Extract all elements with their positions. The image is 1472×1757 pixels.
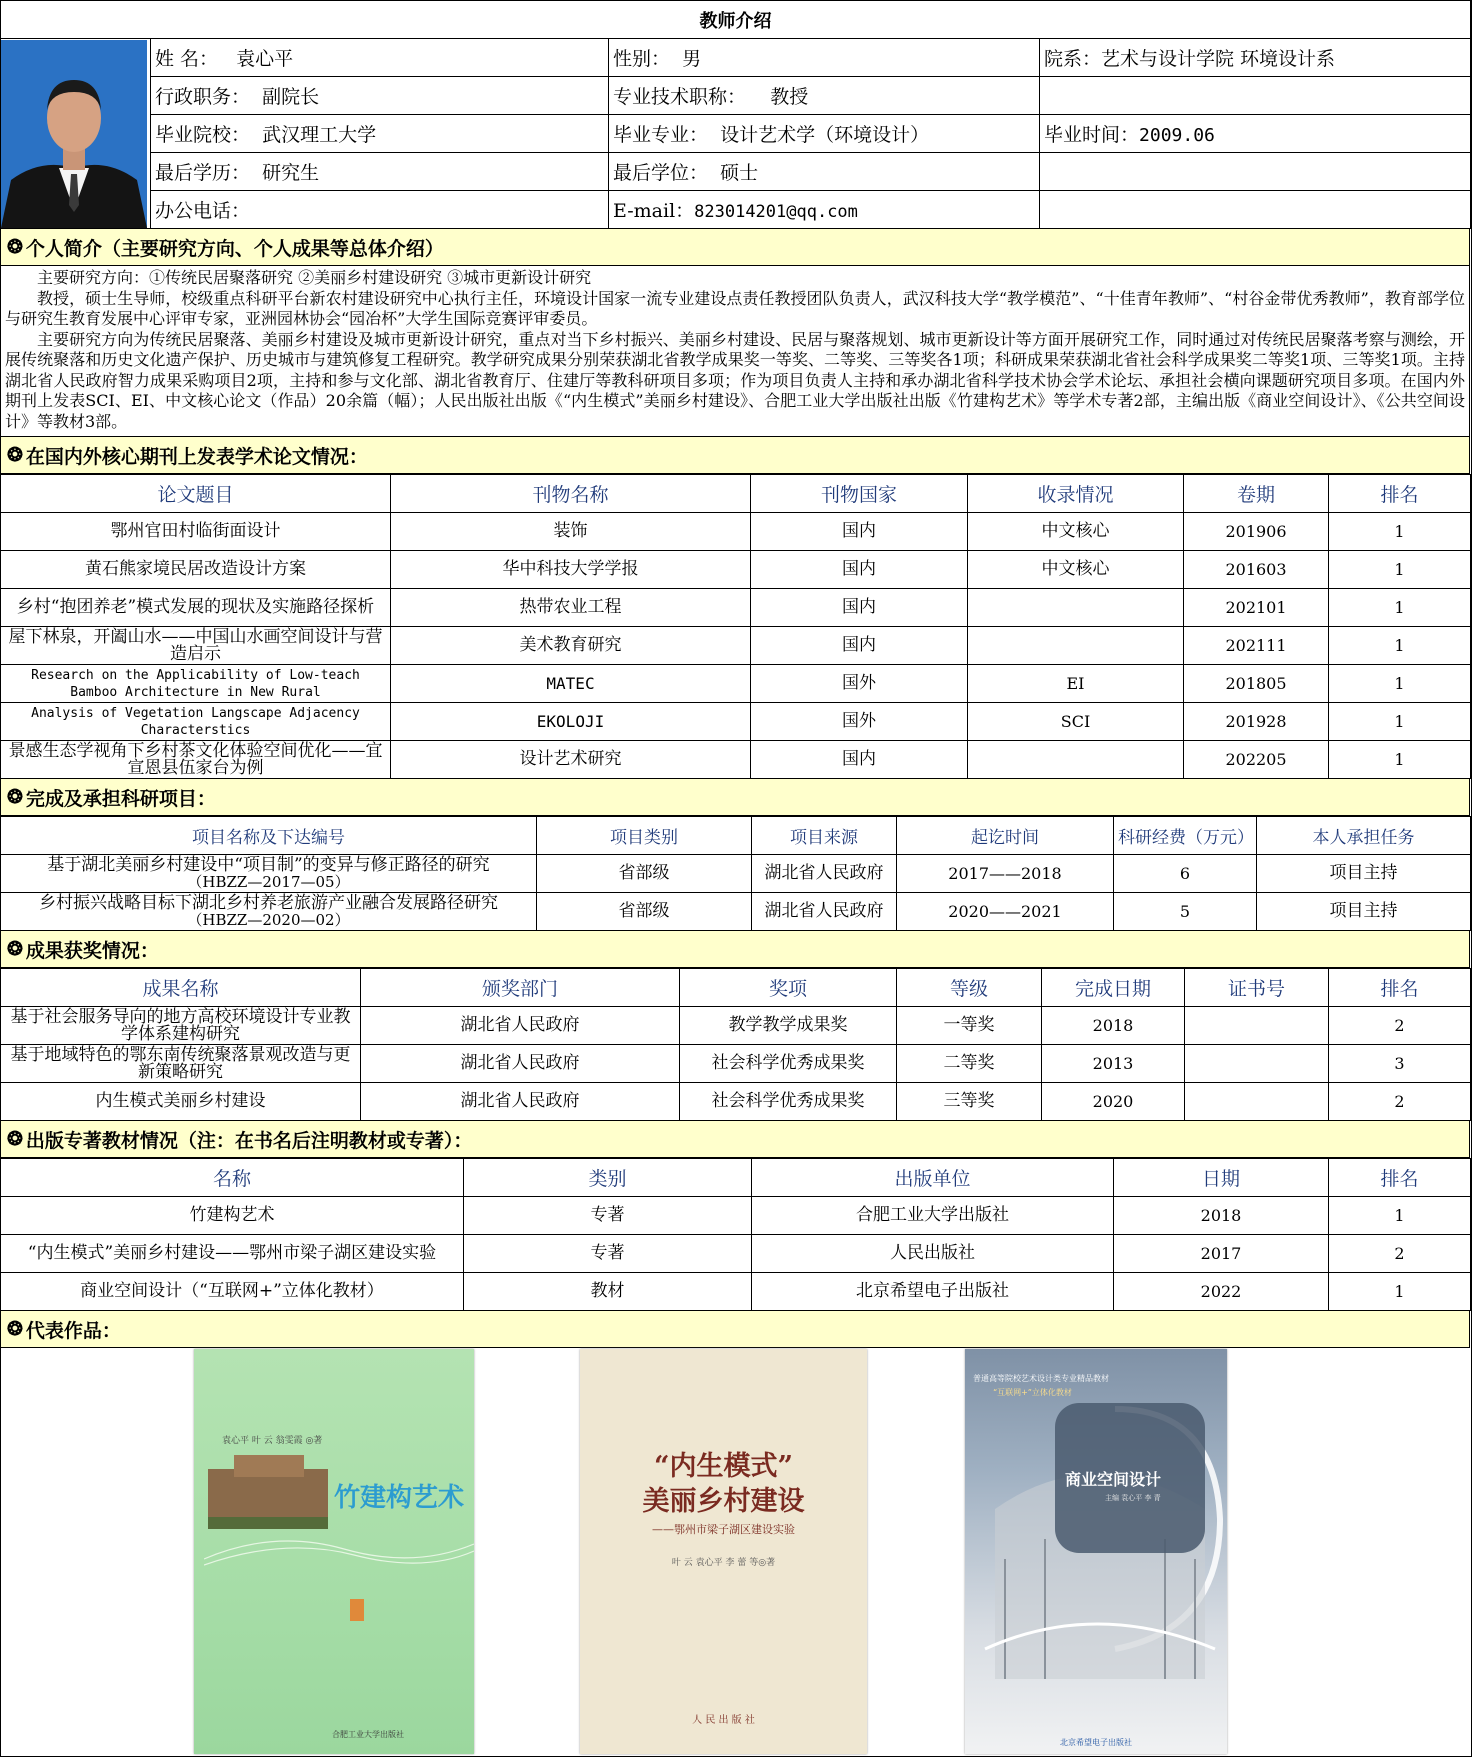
col-header: 刊物名称 bbox=[391, 475, 751, 513]
email-value[interactable]: 823014201@qq.com bbox=[694, 202, 858, 222]
edu-label: 最后学历： bbox=[155, 162, 251, 184]
col-header: 卷期 bbox=[1184, 475, 1329, 513]
col-header: 完成日期 bbox=[1042, 969, 1185, 1007]
books-table bbox=[0, 1158, 1471, 1311]
intro-text bbox=[0, 266, 1470, 436]
bullet-icon: ❂ bbox=[7, 1318, 23, 1340]
table-row: 景感生态学视角下乡村茶文化体验空间优化——宜宣恩县伍家台为例 设计艺术研究 国内 202205 1 bbox=[1, 741, 1471, 779]
table-row: 基于社会服务导向的地方高校环境设计专业教学体系建构研究 湖北省人民政府 教学教学成果奖 一等奖 2018 2 bbox=[1, 1007, 1471, 1045]
book-cover-village[interactable]: “内生模式” 美丽乡村建设 ——鄂州市梁子湖区建设实验 叶 云 袁心平 李 蕾 等◎著 人 民 出 版 社 bbox=[580, 1349, 867, 1754]
gradtime-value: 2009.06 bbox=[1139, 125, 1215, 146]
table-row: 基于地域特色的鄂东南传统聚落景观改造与更新策略研究 湖北省人民政府 社会科学优秀成果奖 二等奖 2013 3 bbox=[1, 1045, 1471, 1083]
gradtime-label: 毕业时间： bbox=[1044, 124, 1140, 146]
name-label: 姓 名： bbox=[155, 48, 219, 70]
table-row: Analysis of Vegetation Langscape Adjacency Characterstics EKOLOJI 国外 SCI 201928 1 bbox=[1, 703, 1471, 741]
col-header: 排名 bbox=[1329, 475, 1471, 513]
bullet-icon: ❂ bbox=[7, 938, 23, 960]
table-row: 乡村“抱团养老”模式发展的现状及实施路径探析 热带农业工程 国内 202101 1 bbox=[1, 589, 1471, 627]
dept-value: 艺术与设计学院 环境设计系 bbox=[1101, 48, 1336, 70]
admin-value: 副院长 bbox=[262, 86, 320, 108]
section-works: ❂ 代表作品： bbox=[0, 1310, 1470, 1348]
col-header: 排名 bbox=[1329, 1159, 1471, 1197]
col-header: 项目类别 bbox=[537, 817, 752, 855]
email-label: E-mail： bbox=[613, 200, 695, 222]
papers-table bbox=[0, 474, 1471, 779]
col-header: 收录情况 bbox=[968, 475, 1184, 513]
bullet-icon: ❂ bbox=[7, 236, 23, 258]
table-row: 商业空间设计（“互联网+”立体化教材） 教材 北京希望电子出版社 2022 1 bbox=[1, 1273, 1471, 1311]
table-row: 内生模式美丽乡村建设 湖北省人民政府 社会科学优秀成果奖 三等奖 2020 2 bbox=[1, 1083, 1471, 1121]
col-header: 起讫时间 bbox=[897, 817, 1114, 855]
intro-line-1: 主要研究方向：①传统民居聚落研究 ②美丽乡村建设研究 ③城市更新设计研究 bbox=[37, 268, 592, 287]
section-books: ❂ 出版专著教材情况（注：在书名后注明教材或专著）： bbox=[0, 1120, 1470, 1158]
bullet-icon: ❂ bbox=[7, 786, 23, 808]
book-cover-bamboo[interactable]: 袁心平 叶 云 翁雯霞 ◎著 竹建构艺术 合肥工业大学出版社 bbox=[194, 1349, 474, 1754]
col-header: 证书号 bbox=[1185, 969, 1329, 1007]
empty-cell bbox=[1040, 77, 1471, 115]
dept-label: 院系： bbox=[1044, 48, 1102, 70]
photo-cell bbox=[1, 39, 151, 229]
title-label: 专业技术职称： bbox=[613, 86, 747, 108]
degree-label: 最后学位： bbox=[613, 162, 709, 184]
admin-label: 行政职务： bbox=[155, 86, 251, 108]
col-header: 类别 bbox=[464, 1159, 752, 1197]
empty-cell bbox=[1040, 153, 1471, 191]
col-header: 颁奖部门 bbox=[361, 969, 680, 1007]
school-label: 毕业院校： bbox=[155, 124, 251, 146]
intro-line-2: 教授，硕士生导师，校级重点科研平台新农村建设研究中心执行主任，环境设计国家一流专业建设点责任教授团队负责人，武汉科技大学“教学模范”、“十佳青年教师”、“村谷金带优秀教师”，教育部学位与研究生教育发展中心评审专家，亚洲园林协会“园冶杯”大学生国际竞赛评审委员。 bbox=[5, 288, 1465, 328]
col-header: 项目名称及下达编号 bbox=[1, 817, 537, 855]
col-header: 刊物国家 bbox=[751, 475, 968, 513]
table-row: 乡村振兴战略目标下湖北乡村养老旅游产业融合发展路径研究 （HBZZ—2020—02） 省部级 湖北省人民政府 2020——2021 5 项目主持 bbox=[1, 893, 1471, 931]
cover-title: 竹建构艺术 bbox=[334, 1483, 465, 1513]
degree-value: 硕士 bbox=[720, 162, 759, 184]
table-row: 鄂州官田村临街面设计 装饰 国内 中文核心 201906 1 bbox=[1, 513, 1471, 551]
cover-title: 商业空间设计 bbox=[1065, 1470, 1162, 1489]
section-projects: ❂ 完成及承担科研项目： bbox=[0, 778, 1470, 816]
col-header: 出版单位 bbox=[752, 1159, 1114, 1197]
title-value: 教授 bbox=[770, 86, 809, 108]
col-header: 科研经费（万元） bbox=[1114, 817, 1257, 855]
name-value: 袁心平 bbox=[236, 48, 294, 70]
awards-table bbox=[0, 968, 1471, 1121]
major-value: 设计艺术学（环境设计） bbox=[720, 124, 930, 146]
col-header: 论文题目 bbox=[1, 475, 391, 513]
col-header: 本人承担任务 bbox=[1257, 817, 1471, 855]
col-header: 奖项 bbox=[680, 969, 897, 1007]
bullet-icon: ❂ bbox=[7, 444, 23, 466]
gender-label: 性别： bbox=[613, 48, 671, 70]
table-row: 基于湖北美丽乡村建设中“项目制”的变异与修正路径的研究 （HBZZ—2017—05） 省部级 湖北省人民政府 2017——2018 6 项目主持 bbox=[1, 855, 1471, 893]
page-title: 教师介绍 bbox=[1, 1, 1471, 39]
empty-cell bbox=[1040, 191, 1471, 229]
basic-info-table bbox=[0, 0, 1471, 229]
col-header: 日期 bbox=[1114, 1159, 1329, 1197]
portrait-photo bbox=[1, 40, 147, 228]
bullet-icon: ❂ bbox=[7, 1128, 23, 1150]
col-header: 项目来源 bbox=[752, 817, 897, 855]
edu-value: 研究生 bbox=[262, 162, 320, 184]
book-cover-commercial[interactable]: 普通高等院校艺术设计类专业精品教材 “互联网+”立体化教材 商业空间设计 主编 袁心平 李 青 北京希望电子出版社 bbox=[965, 1349, 1227, 1754]
seal-icon bbox=[350, 1599, 364, 1621]
table-row: 竹建构艺术 专著 合肥工业大学出版社 2018 1 bbox=[1, 1197, 1471, 1235]
major-label: 毕业专业： bbox=[613, 124, 709, 146]
projects-table bbox=[0, 816, 1471, 931]
table-row: 黄石熊家境民居改造设计方案 华中科技大学学报 国内 中文核心 201603 1 bbox=[1, 551, 1471, 589]
gender-value: 男 bbox=[682, 48, 702, 70]
table-row: 屋下林泉，开阖山水——中国山水画空间设计与营造启示 美术教育研究 国内 202111 1 bbox=[1, 627, 1471, 665]
intro-line-3: 主要研究方向为传统民居聚落、美丽乡村建设及城市更新设计研究，重点对当下乡村振兴、美丽乡村建设、民居与聚落规划、城市更新设计等方面开展研究工作，同时通过对传统民居聚落考察与测绘，开展传统聚落和历史文化遗产保护、历史城市与建筑修复工程研究。教学研究成果分别荣获湖北省教学成果奖一等奖、二等奖、三等奖各1项；科研成果荣获湖北省社会科学成果奖二等奖1项、三等奖1项。主持湖北省人民政府智力成果采购项目2项，主持和参与文化部、湖北省教育厅、住建厅等教科研项目多项；作为项目负责人主持和承办湖北省科学技术协会学术论坛、承担社会横向课题研究项目多项。在国内外期刊上发表SCI、EI、中文核心论文（作品）20余篇（幅）；人民出版社出版《“内生模式”美丽乡村建设》、合肥工业大学出版社出版《竹建构艺术》等学术专著2部，主编出版《商业空间设计》、《公共空间设计》等教材3部。 bbox=[5, 329, 1465, 431]
section-awards: ❂ 成果获奖情况： bbox=[0, 930, 1470, 968]
col-header: 名称 bbox=[1, 1159, 464, 1197]
section-papers: ❂ 在国内外核心期刊上发表学术论文情况： bbox=[0, 436, 1470, 474]
section-intro: ❂ 个人简介（主要研究方向、个人成果等总体介绍） bbox=[0, 228, 1470, 266]
col-header: 排名 bbox=[1329, 969, 1471, 1007]
col-header: 等级 bbox=[897, 969, 1042, 1007]
table-row: Research on the Applicability of Low-teach Bamboo Architecture in New Rural MATEC 国外 EI 201805 1 bbox=[1, 665, 1471, 703]
table-row: “内生模式”美丽乡村建设——鄂州市梁子湖区建设实验 专著 人民出版社 2017 2 bbox=[1, 1235, 1471, 1273]
col-header: 成果名称 bbox=[1, 969, 361, 1007]
school-value: 武汉理工大学 bbox=[262, 124, 377, 146]
phone-label: 办公电话： bbox=[155, 200, 251, 222]
